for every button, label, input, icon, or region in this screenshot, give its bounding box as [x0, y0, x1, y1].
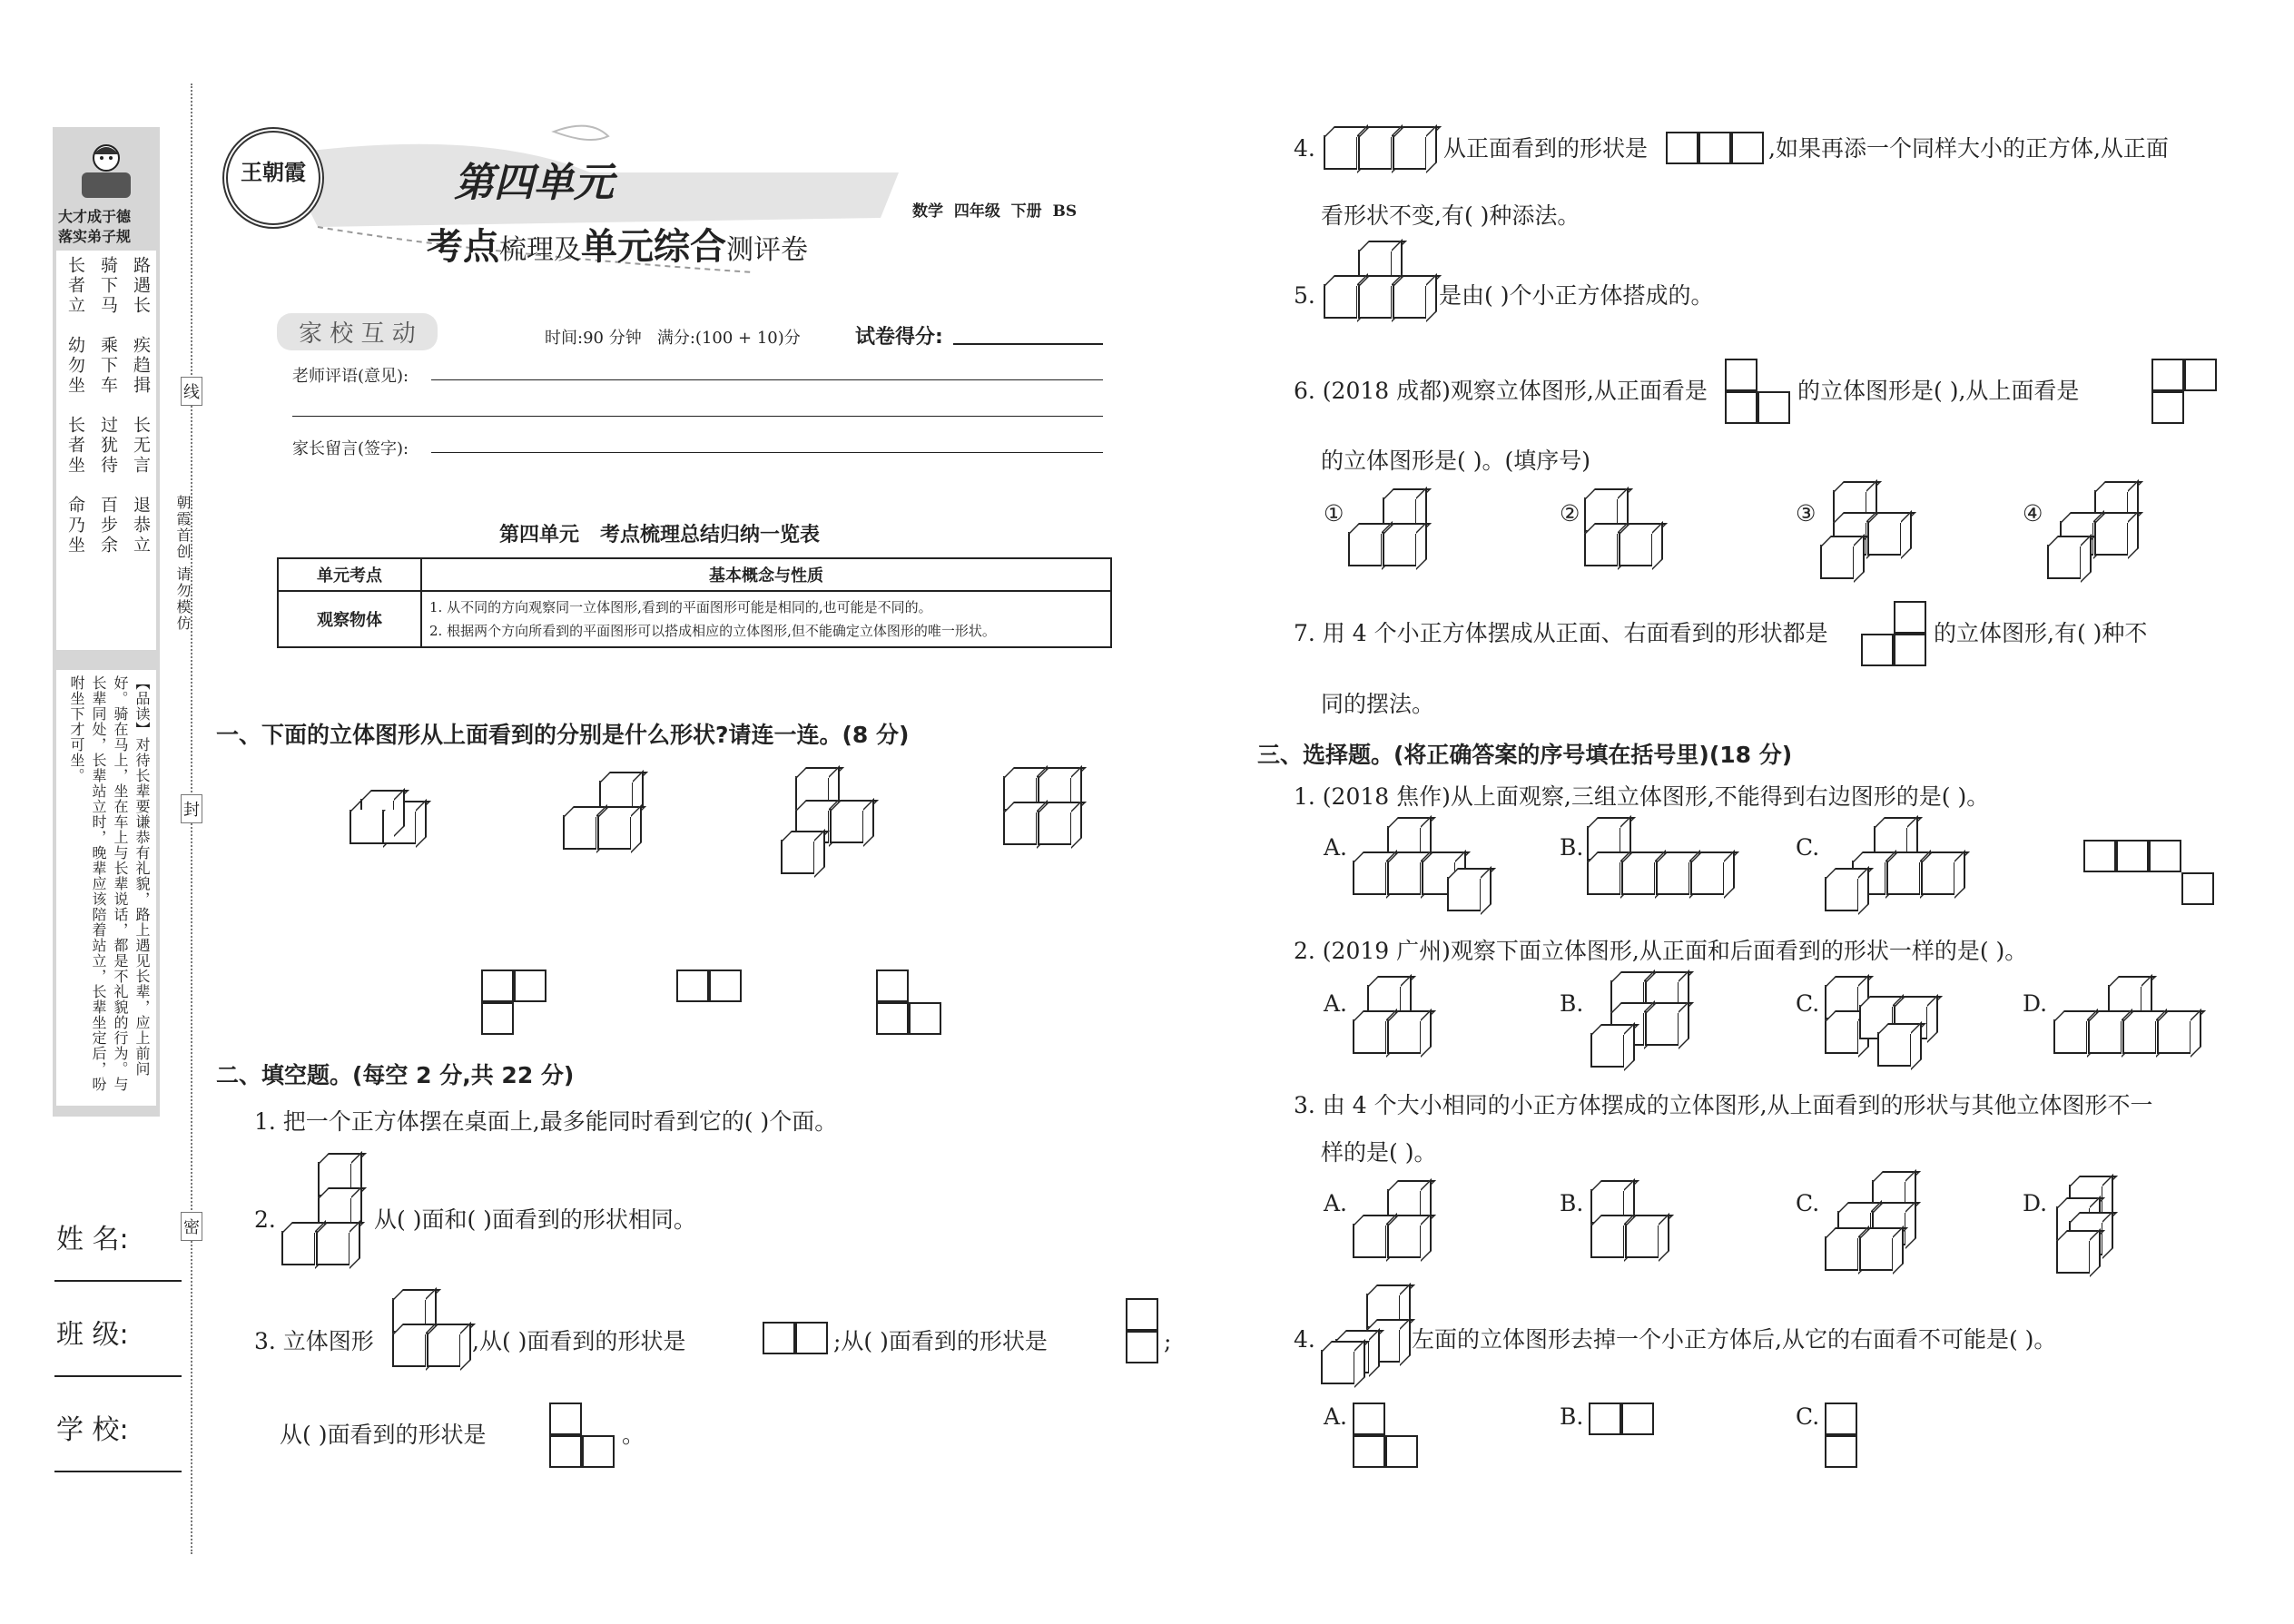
cube-block [1003, 811, 1038, 845]
cube-block [1353, 1224, 1387, 1258]
view-square [2181, 872, 2214, 905]
q6-opt-2-figure [1584, 497, 1693, 579]
fill-q6-view-2 [2151, 359, 2224, 431]
cube-block [1383, 532, 1417, 566]
name-field[interactable] [54, 1280, 182, 1282]
choice-q4-opt-a: A. [1324, 1403, 1348, 1430]
cut-mark-1: 线 [181, 377, 202, 406]
unit-title: 第四单元 [454, 160, 614, 206]
choice-q2-opt-b: B. [1560, 990, 1584, 1017]
summary-title: 第四单元 考点梳理总结归纳一览表 [499, 524, 820, 546]
cube-block [1387, 1224, 1422, 1258]
view-square [582, 1435, 615, 1468]
cube-block [1393, 284, 1427, 319]
view-square [795, 1322, 828, 1354]
choice-q4-view-b [1589, 1403, 1661, 1439]
summary-point-1: 1. 从不同的方向观察同一立体图形,看到的平面图形可能是相同的,也可能是不同的。 [429, 599, 932, 615]
cube-block [1348, 532, 1383, 566]
s1-solid-3 [781, 776, 908, 876]
choice-q2-opt-d: D. [2023, 990, 2048, 1017]
view-square [481, 1002, 514, 1035]
choice-q1-fig-b [1587, 826, 1741, 912]
cube-block [2053, 1019, 2088, 1054]
view-square [1353, 1435, 1385, 1468]
teacher-comment-label: 老师评语(意见): [292, 367, 409, 386]
cube-block [1358, 284, 1393, 319]
name-label: 姓 名: [56, 1224, 129, 1255]
subtitle-part-2: 梳理及 [499, 234, 581, 266]
view-square [676, 969, 709, 1002]
cube-block [360, 799, 395, 810]
summary-point-2: 2. 根据两个方向所看到的平面图形可以搭成相应的立体图形,但不能确定立体图形的唯一形状。 [429, 623, 996, 639]
view-square [1894, 634, 1926, 666]
q6-opt-4-figure [2047, 490, 2156, 581]
view-square [2151, 359, 2184, 391]
view-square [876, 1002, 909, 1035]
fill-q7-b: 的立体图形,有( )种不 [1934, 620, 2148, 646]
cube-block [781, 840, 815, 874]
s1-solid-4 [1003, 776, 1103, 876]
view-square [1126, 1298, 1158, 1331]
fill-q7-a: 7. 用 4 个小正方体摆成从正面、右面看到的形状都是 [1294, 620, 1828, 646]
score-field[interactable] [953, 343, 1103, 345]
motto-2: 落实弟子规 [58, 228, 132, 245]
cube-block [1590, 1224, 1625, 1258]
choice-q4-opt-c: C. [1796, 1403, 1820, 1430]
section-1-title: 一、下面的立体图形从上面看到的分别是什么形状?请连一连。(8 分) [216, 722, 910, 748]
cube-block [2122, 1019, 2157, 1054]
view-square [909, 1002, 941, 1035]
choice-q2-opt-c: C. [1796, 990, 1820, 1017]
subtitle-part-3: 单元综合 [581, 226, 726, 268]
mascot-icon [73, 138, 140, 202]
s1-solid-1 [350, 799, 449, 871]
cube-block [281, 1231, 316, 1265]
cube-block [1353, 1019, 1387, 1054]
choice-q3-fig-b [1590, 1189, 1699, 1275]
cube-block [563, 815, 597, 850]
summary-table [277, 557, 1112, 648]
cube-block [1387, 861, 1422, 895]
fill-q4-a: 4. [1294, 135, 1315, 162]
cube-block [1867, 521, 1902, 556]
view-square [1725, 391, 1757, 424]
choice-q1-opt-b: B. [1560, 834, 1584, 861]
s1-view-1 [481, 969, 554, 1042]
cube-block [1645, 1011, 1679, 1046]
school-field[interactable] [54, 1471, 182, 1472]
section-2-title: 二、填空题。(每空 2 分,共 22 分) [216, 1062, 575, 1088]
summary-row-label: 观察物体 [278, 591, 421, 647]
summary-col-1: 单元考点 [278, 558, 421, 591]
parent-comment-field[interactable] [431, 452, 1103, 453]
cube-block [1921, 861, 1955, 895]
fill-q4-figure [1324, 123, 1442, 177]
fill-q3-a: 3. 立体图形 [254, 1328, 374, 1354]
summary-points [421, 591, 1111, 647]
view-square [1353, 1403, 1385, 1435]
view-square [1589, 1403, 1621, 1435]
logo-text: 王朝霞 [241, 159, 306, 185]
class-label: 班 级: [56, 1319, 129, 1351]
cube-block [392, 1333, 427, 1367]
cube-block [1447, 877, 1482, 911]
cube-block [1820, 545, 1855, 579]
view-square [763, 1322, 795, 1354]
fill-q4-b: 从正面看到的形状是 [1443, 135, 1649, 162]
choice-q1-fig-a [1353, 826, 1498, 912]
choice-q3-fig-c [1825, 1180, 1934, 1275]
cube-block [1324, 284, 1358, 319]
score-label: 试卷得分: [855, 326, 943, 349]
poem-col-2: 疾趋揖 [131, 336, 151, 396]
reading-box [56, 670, 156, 1106]
choice-q2-opt-a: A. [1324, 990, 1348, 1017]
subtitle [427, 218, 808, 270]
cube-block [2047, 545, 2082, 579]
fill-q3-view-3 [549, 1403, 622, 1475]
choice-q1-fig-c [1825, 826, 1979, 917]
fill-q5-b: 是由( )个小正方体搭成的。 [1439, 282, 1714, 309]
cube-block [1590, 1033, 1625, 1068]
view-square [1825, 1435, 1857, 1468]
subtitle-part-4: 测评卷 [726, 234, 808, 266]
cube-block [1324, 135, 1358, 170]
cube-block [2157, 1019, 2191, 1054]
fill-q4-view [1666, 132, 1775, 168]
poem-col-12: 命乃坐 [65, 496, 85, 556]
q6-opt-4-label: ④ [2023, 500, 2043, 527]
choice-q2: 2. (2019 广州)观察下面立体图形,从正面和后面看到的形状一样的是( )。 [1294, 938, 2028, 964]
cube-block [2094, 521, 2129, 556]
choice-q3-a: 3. 由 4 个大小相同的小正方体摆成的立体图形,从上面看到的形状与其他立体图形不一 [1294, 1092, 2153, 1118]
fill-q3-c: ;从( )面看到的形状是 [833, 1328, 1048, 1354]
poem-box [56, 251, 156, 650]
cube-block [1358, 135, 1393, 170]
cube-block [1584, 532, 1619, 566]
fill-q7-c: 同的摆法。 [1321, 691, 1435, 717]
cube-block [1038, 811, 1072, 845]
choice-q4-view-a [1353, 1403, 1425, 1475]
fill-q5-a: 5. [1294, 282, 1315, 309]
view-square [2184, 359, 2217, 391]
choice-q3-opt-c: C. [1796, 1190, 1820, 1216]
view-square [1825, 1403, 1857, 1435]
choice-q3-fig-d [2056, 1185, 2147, 1275]
cube-block [2056, 1239, 2091, 1274]
fill-q2: 从( )面和( )面看到的形状相同。 [374, 1206, 696, 1233]
choice-q1: 1. (2018 焦作)从上面观察,三组立体图形,不能得到右边图形的是( )。 [1294, 783, 1990, 810]
poem-col-9: 长者立 [65, 256, 85, 316]
margin-panel [53, 127, 160, 1117]
home-school-tag: 家 校 互 动 [277, 313, 438, 350]
view-square [514, 969, 546, 1002]
choice-q1-opt-c: C. [1796, 834, 1820, 861]
poem-col-4: 退恭立 [131, 496, 151, 556]
view-square [2083, 840, 2116, 872]
cube-block [1393, 135, 1427, 170]
poem-col-7: 过犹待 [98, 416, 118, 476]
poem-col-10: 幼勿坐 [65, 336, 85, 396]
subtitle-part-1: 考点 [427, 226, 499, 268]
cube-block [1656, 861, 1690, 895]
poem-col-8: 百步余 [98, 496, 118, 556]
fill-q3-e: 从( )面看到的形状是 [280, 1422, 487, 1448]
view-square [1126, 1331, 1158, 1363]
cut-mark-2: 封 [181, 794, 202, 823]
view-square [709, 969, 742, 1002]
q6-opt-1-label: ① [1324, 500, 1344, 527]
cube-block [1619, 532, 1653, 566]
class-field[interactable] [54, 1375, 182, 1377]
view-square [2149, 840, 2181, 872]
view-square [2116, 840, 2149, 872]
fill-q3-figure [392, 1298, 483, 1380]
fill-q3-f: 。 [622, 1422, 645, 1448]
fill-q3-d: ; [1164, 1328, 1172, 1354]
view-square [1666, 132, 1698, 164]
cut-mark-3: 密 [181, 1212, 202, 1241]
teacher-comment-line-2 [292, 416, 1103, 417]
choice-q3-opt-d: D. [2023, 1190, 2048, 1216]
choice-q4-opt-b: B. [1560, 1403, 1584, 1430]
poem-col-11: 长者坐 [65, 416, 85, 476]
view-square [1861, 634, 1894, 666]
s1-view-3 [876, 969, 949, 1042]
view-square [2151, 391, 2184, 424]
logo-badge [222, 127, 324, 229]
fill-q3-view-1 [763, 1322, 835, 1358]
q6-opt-2-label: ② [1560, 500, 1580, 527]
cube-block [1859, 1236, 1894, 1271]
view-square [1731, 132, 1764, 164]
cube-block [2088, 1019, 2122, 1054]
cube-block [350, 810, 384, 844]
parent-comment-label: 家长留言(签字): [292, 439, 409, 458]
choice-q3-b: 样的是( )。 [1321, 1139, 1437, 1166]
fill-q6-view-1 [1725, 359, 1797, 431]
fill-q4-d: 看形状不变,有( )种添法。 [1321, 202, 1580, 229]
summary-col-2: 基本概念与性质 [421, 558, 1111, 591]
cube-block [427, 1333, 461, 1367]
choice-q1-target [2083, 840, 2229, 912]
view-square [1621, 1403, 1654, 1435]
teacher-comment-field[interactable] [431, 379, 1103, 380]
choice-q4-view-c [1825, 1403, 1861, 1475]
school-label: 学 校: [56, 1414, 129, 1446]
cube-block [1690, 861, 1725, 895]
view-square [1894, 601, 1926, 634]
cube-block [1825, 1236, 1859, 1271]
view-square [549, 1403, 582, 1435]
view-square [1725, 359, 1757, 391]
poem-col-3: 长无言 [131, 416, 151, 476]
q6-opt-1-figure [1348, 497, 1457, 579]
cube-block [830, 809, 864, 843]
fill-q3-b: ,从( )面看到的形状是 [472, 1328, 686, 1354]
view-square [876, 969, 909, 1002]
cube-block [1825, 877, 1859, 911]
cube-block [1886, 861, 1921, 895]
fill-q5-figure [1324, 250, 1451, 331]
cube-block [316, 1231, 350, 1265]
fill-q2-num: 2. [254, 1206, 276, 1233]
section-3-title: 三、选择题。(将正确答案的序号填在括号里)(18 分) [1257, 742, 1793, 768]
cube-block [1321, 1350, 1355, 1384]
choice-q2-fig-c [1825, 985, 1961, 1076]
cube-block [1387, 1019, 1422, 1054]
poem-col-6: 乘下车 [98, 336, 118, 396]
view-square [481, 969, 514, 1002]
q6-opt-3-label: ③ [1796, 500, 1816, 527]
choice-q2-fig-a [1353, 985, 1471, 1071]
s1-view-2 [676, 969, 749, 1006]
grade-tags: 数学 四年级 下册 BS [912, 202, 1078, 221]
choice-q3-opt-a: A. [1324, 1190, 1348, 1216]
motto-1: 大才成于德 [58, 208, 132, 225]
fill-q7-view [1861, 601, 1934, 674]
cube-block [1353, 861, 1387, 895]
fill-q6-c: 的立体图形是( )。(填序号) [1321, 448, 1590, 474]
poem-col-1: 路遇长 [131, 256, 151, 316]
view-square [1698, 132, 1731, 164]
choice-q4-num: 4. [1294, 1326, 1315, 1353]
view-square [549, 1435, 582, 1468]
choice-q2-fig-d [2053, 985, 2217, 1071]
cube-block [597, 815, 632, 850]
time-info: 时间:90 分钟 满分:(100 + 10)分 [545, 329, 801, 348]
cube-block [1825, 1019, 1859, 1054]
cube-block [1587, 861, 1621, 895]
view-square [1757, 391, 1790, 424]
reading-text: 【品读】对待长辈要谦恭有礼貌，路上遇见长辈，应上前问好。骑在马上，坐在车上与长辈说话，都是不礼貌的行为。与长辈同处，长辈站立时，晚辈应该陪着站立，长辈坐定后，吩咐坐下才可坐。 [68, 675, 151, 1092]
choice-q4: 左面的立体图形去掉一个小正方体后,从它的右面看不可能是( )。 [1412, 1326, 2057, 1353]
cube-block [1625, 1224, 1659, 1258]
fill-q2-figure [281, 1162, 372, 1280]
fill-q6-a: 6. (2018 成都)观察立体图形,从正面看是 [1294, 378, 1708, 404]
copyright-note: 朝霞首创 请勿模仿 [174, 495, 192, 633]
view-square [1385, 1435, 1418, 1468]
choice-q3-opt-b: B. [1560, 1190, 1584, 1216]
q6-opt-3-figure [1820, 490, 1929, 581]
choice-q1-opt-a: A. [1324, 834, 1348, 861]
choice-q2-fig-b [1590, 980, 1708, 1071]
fill-q3-view-2 [1126, 1298, 1162, 1371]
s1-solid-2 [563, 781, 663, 871]
fill-q6-b: 的立体图形是( ),从上面看是 [1797, 378, 2080, 404]
cube-block [1877, 1032, 1912, 1067]
fill-q1: 1. 把一个正方体摆在桌面上,最多能同时看到它的( )个面。 [254, 1108, 838, 1135]
poem-col-5: 骑下马 [98, 256, 118, 316]
choice-q3-fig-a [1353, 1189, 1462, 1275]
fill-q4-c: ,如果再添一个同样大小的正方体,从正面 [1768, 135, 2169, 162]
cube-block [1621, 861, 1656, 895]
